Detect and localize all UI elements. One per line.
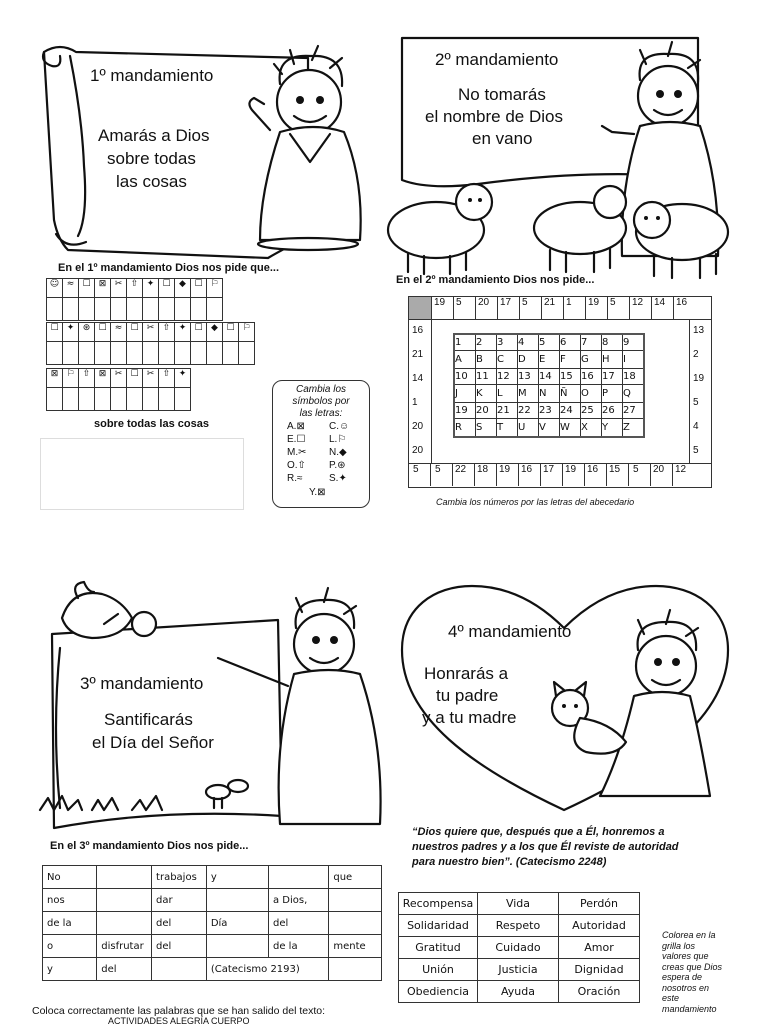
number-cell: 16 <box>585 464 607 486</box>
number-cell: 5 <box>629 464 651 486</box>
value-cell[interactable]: Oración <box>559 981 640 1003</box>
symbol-cell: ✂ <box>143 323 159 342</box>
value-cell[interactable]: Solidaridad <box>399 915 478 937</box>
panel-2-line-2: el nombre de Dios <box>425 107 563 126</box>
panel-2-title: 2º mandamiento <box>435 50 559 69</box>
panel-commandment-1 <box>32 34 372 510</box>
key-title-1: Cambia los <box>295 384 347 395</box>
panel-commandment-4 <box>394 578 736 1024</box>
symbol-cell: ☐ <box>223 323 239 342</box>
panel-3-line-1: Santificarás <box>104 710 193 729</box>
panel-2-footer: Cambia los números por las letras del abecedario <box>436 497 635 507</box>
word-cell <box>206 889 268 912</box>
left-number: 20 <box>412 421 424 432</box>
number-cell: 5 <box>431 464 453 486</box>
word-cell: que <box>329 866 382 889</box>
instruction-line: grilla los <box>662 940 696 951</box>
right-number: 13 <box>693 325 705 336</box>
symbol-cell: ✂ <box>111 279 127 298</box>
symbol-cell: ✦ <box>143 279 159 298</box>
right-number: 5 <box>693 445 699 456</box>
answer-box <box>40 438 244 510</box>
key-n: N.◆ <box>329 447 347 458</box>
value-cell[interactable]: Obediencia <box>399 981 478 1003</box>
symbol-cell: ☐ <box>191 323 207 342</box>
key-c: C.☺ <box>329 421 350 432</box>
word-cell: y <box>206 866 268 889</box>
instruction-line: mandamiento <box>662 1003 717 1014</box>
value-cell[interactable]: Cuidado <box>478 937 559 959</box>
number-cell: 20 <box>651 464 673 486</box>
number-cell: 19 <box>586 297 608 319</box>
panel-3-prompt: En el 3º mandamiento Dios nos pide... <box>50 840 249 852</box>
bottom-number-row <box>409 464 695 486</box>
word-cell: del <box>152 912 207 935</box>
number-cell: 20 <box>476 297 498 319</box>
instruction-line: nosotros en <box>662 982 710 993</box>
value-cell[interactable]: Autoridad <box>559 915 640 937</box>
value-cell[interactable]: Ayuda <box>478 981 559 1003</box>
symbol-cell: ≈ <box>63 279 79 298</box>
word-cell <box>97 912 152 935</box>
word-cell <box>97 866 152 889</box>
left-number: 1 <box>412 397 418 408</box>
symbol-cell: ⇧ <box>159 323 175 342</box>
symbol-grid-row-3 <box>46 368 191 411</box>
word-cell: Día <box>206 912 268 935</box>
number-cell: 12 <box>675 464 687 475</box>
panel-3-line-2: el Día del Señor <box>92 733 214 752</box>
word-cell: mente <box>329 935 382 958</box>
symbol-cell: ☐ <box>47 323 63 342</box>
panel-1-line-2: sobre todas <box>107 149 196 168</box>
rooster-illustration <box>32 578 382 848</box>
panel-commandment-3 <box>32 578 382 1024</box>
symbol-cell: ⊠ <box>95 369 111 388</box>
number-cell: 17 <box>498 297 520 319</box>
instruction-line: creas que Dios <box>662 961 723 972</box>
word-cell: a Dios, <box>268 889 328 912</box>
key-m: M.✂ <box>287 447 307 458</box>
right-number: 19 <box>693 373 705 384</box>
symbol-cell: ≈ <box>111 323 127 342</box>
symbol-cell: ☐ <box>79 279 95 298</box>
word-cell <box>152 958 207 981</box>
key-s: S.✦ <box>329 473 347 484</box>
word-cell: de la <box>43 912 97 935</box>
instruction-line: valores que <box>662 951 709 961</box>
word-cell: trabajos <box>152 866 207 889</box>
number-cell: 21 <box>542 297 564 319</box>
number-cell: 19 <box>497 464 519 486</box>
value-cell[interactable]: Perdón <box>559 893 640 915</box>
key-l: L.⚐ <box>329 434 347 445</box>
symbol-cell: ☐ <box>95 323 111 342</box>
word-cell: del <box>97 958 152 981</box>
panel-1-title: 1º mandamiento <box>90 66 214 85</box>
number-cell <box>409 297 432 319</box>
symbol-cell: ⊠ <box>47 369 63 388</box>
right-number: 2 <box>693 349 699 360</box>
value-cell[interactable]: Amor <box>559 937 640 959</box>
symbol-cell: ⚐ <box>63 369 79 388</box>
number-cell: 1 <box>564 297 586 319</box>
panel-4-quote-2: nuestros padres y a los que Él reviste de autoridad <box>412 841 679 853</box>
panel-4-quote-3: para nuestro bien”. (Catecismo 2248) <box>412 856 607 868</box>
symbol-cell: ☐ <box>127 323 143 342</box>
panel-2-line-3: en vano <box>472 129 533 148</box>
panel-3-footer-2: ACTIVIDADES ALEGRÍA CUERPO <box>108 1016 250 1024</box>
right-number: 4 <box>693 421 699 432</box>
symbol-cell: ⊛ <box>79 323 95 342</box>
left-number: 16 <box>412 325 424 336</box>
value-cell[interactable]: Gratitud <box>399 937 478 959</box>
number-cell: 19 <box>432 297 454 319</box>
panel-commandment-2 <box>384 34 736 510</box>
key-r: R.≈ <box>287 473 303 484</box>
word-cell: del <box>268 912 328 935</box>
value-cell[interactable]: Vida <box>478 893 559 915</box>
symbol-cell: ⇧ <box>79 369 95 388</box>
symbol-cell: ☐ <box>127 369 143 388</box>
value-cell[interactable]: Recompensa <box>399 893 478 915</box>
values-instructions <box>662 930 722 1014</box>
value-cell[interactable]: Respeto <box>478 915 559 937</box>
word-cell <box>206 935 268 958</box>
values-grid <box>398 892 640 1003</box>
sheep-illustration <box>384 34 736 284</box>
symbol-cell: ✂ <box>143 369 159 388</box>
number-cell: 12 <box>630 297 652 319</box>
panel-1-line-3: las cosas <box>116 172 187 191</box>
number-cell: 16 <box>676 297 688 308</box>
panel-1-prompt: En el 1º mandamiento Dios nos pide que... <box>58 262 279 274</box>
symbol-cell: ⇧ <box>159 369 175 388</box>
alphabet-grid: 1 2 3 4 5 6 7 8 9 A B C D E F G H I 10 11 12 13 14 15 16 17 18 J K L M N Ñ O P Q 19 20 21 22 23 24 25 26 27 R S T U V W X Y Z <box>453 333 645 438</box>
symbol-cell: ☐ <box>159 279 175 298</box>
panel-4-line-2: tu padre <box>436 686 499 705</box>
symbol-cell: ⇧ <box>127 279 143 298</box>
panel-4-title: 4º mandamiento <box>448 622 572 641</box>
key-p: P.⊛ <box>329 460 346 471</box>
key-e: E.☐ <box>287 434 306 445</box>
word-cell: disfrutar <box>97 935 152 958</box>
key-title-2: símbolos por <box>292 396 350 407</box>
symbol-grid-row-2 <box>46 322 255 365</box>
symbol-cell: ✦ <box>63 323 79 342</box>
panel-1-ending: sobre todas las cosas <box>94 418 209 430</box>
panel-4-line-3: y a tu madre <box>422 708 517 727</box>
instruction-line: espera de <box>662 972 703 982</box>
number-cell: 5 <box>409 464 431 486</box>
value-cell[interactable]: Dignidad <box>559 959 640 981</box>
word-cell <box>268 866 328 889</box>
word-cell: No <box>43 866 97 889</box>
panel-3-title: 3º mandamiento <box>80 674 204 693</box>
symbol-cell: ✂ <box>111 369 127 388</box>
panel-1-line-1: Amarás a Dios <box>98 126 210 145</box>
instruction-line: este <box>662 993 680 1003</box>
number-cell: 22 <box>453 464 475 486</box>
number-cell: 17 <box>541 464 563 486</box>
panel-4-quote-1: “Dios quiere que, después que a Él, honremos a <box>412 826 665 838</box>
number-frame <box>408 296 712 488</box>
symbol-cell: ⚐ <box>207 279 223 298</box>
number-cell: 18 <box>475 464 497 486</box>
key-a: A.⊠ <box>287 421 305 432</box>
key-o: O.⇧ <box>287 460 306 471</box>
panel-2-prompt: En el 2º mandamiento Dios nos pide... <box>396 274 595 286</box>
key-title-3: las letras: <box>299 408 343 419</box>
word-cell <box>329 889 382 912</box>
symbol-grid-row-1 <box>46 278 223 321</box>
word-cell: nos <box>43 889 97 912</box>
word-cell: de la <box>268 935 328 958</box>
catechism-reference: (Catecismo 2193) <box>206 958 329 981</box>
number-cell: 15 <box>607 464 629 486</box>
symbol-key-box <box>272 380 370 508</box>
number-cell: 5 <box>520 297 542 319</box>
number-cell: 5 <box>454 297 476 319</box>
top-number-row <box>409 297 696 319</box>
left-number: 21 <box>412 349 424 360</box>
value-cell[interactable]: Justicia <box>478 959 559 981</box>
left-number: 20 <box>412 445 424 456</box>
panel-3-footer-1: Coloca correctamente las palabras que se han salido del texto: <box>32 1005 326 1017</box>
number-cell: 16 <box>519 464 541 486</box>
word-cell: dar <box>152 889 207 912</box>
missing-words-table <box>42 865 382 981</box>
word-cell <box>329 958 382 981</box>
word-cell <box>97 889 152 912</box>
symbol-cell: ◆ <box>207 323 223 342</box>
key-y: Y.⊠ <box>309 487 326 498</box>
panel-4-line-1: Honrarás a <box>424 664 509 683</box>
word-cell <box>329 912 382 935</box>
number-cell: 5 <box>608 297 630 319</box>
symbol-cell: ⊠ <box>95 279 111 298</box>
word-cell: o <box>43 935 97 958</box>
left-number: 14 <box>412 373 424 384</box>
symbol-cell: ☺ <box>47 279 63 298</box>
symbol-cell: ☐ <box>191 279 207 298</box>
number-cell: 19 <box>563 464 585 486</box>
symbol-cell: ⚐ <box>239 323 255 342</box>
symbol-cell: ✦ <box>175 369 191 388</box>
word-cell: y <box>43 958 97 981</box>
number-cell: 14 <box>652 297 674 319</box>
right-number: 5 <box>693 397 699 408</box>
symbol-cell: ✦ <box>175 323 191 342</box>
instruction-line: Colorea en la <box>662 930 716 940</box>
word-cell: del <box>152 935 207 958</box>
symbol-cell: ◆ <box>175 279 191 298</box>
panel-2-line-1: No tomarás <box>458 85 546 104</box>
value-cell[interactable]: Unión <box>399 959 478 981</box>
